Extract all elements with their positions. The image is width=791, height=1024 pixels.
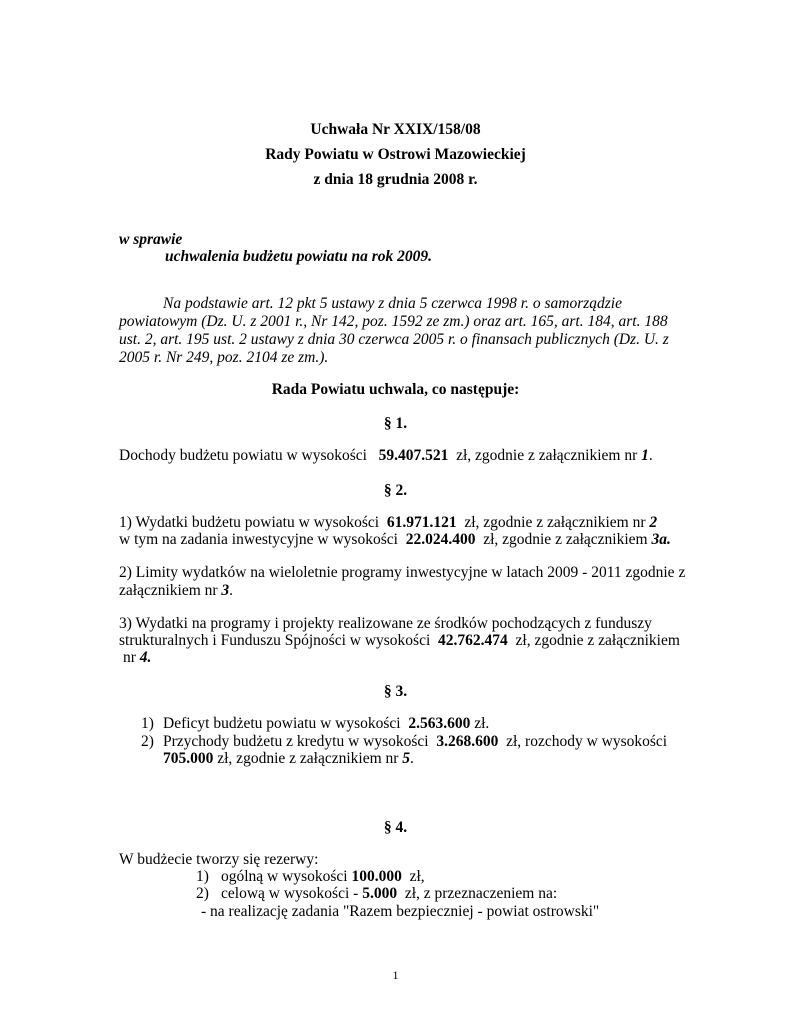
s2-p2-text: załącznikiem nr [119, 582, 218, 599]
s2-p3-annex: 4. [139, 649, 152, 666]
s2-p2-annex: 3 [221, 582, 230, 599]
section-3-heading: § 3. [383, 683, 408, 700]
s2-p1-l2-text-a: w tym na zadania inwestycyjne w wysokości [119, 531, 398, 548]
section-2-point-3-line-3 [123, 648, 151, 667]
s3-item2-l2-annex: 5 [402, 750, 411, 767]
s3-item2-l2-end: . [410, 750, 414, 767]
section-3-item-2-line-2 [163, 749, 414, 768]
s4-item2-text-a: celową w wysokości - [221, 885, 359, 902]
section-2-point-2-line-2 [119, 581, 233, 600]
s2-p3-nr: nr [123, 649, 136, 666]
section-1-text [119, 446, 653, 465]
s4-item1-amount: 100.000 [351, 868, 402, 885]
s4-item1-unit: zł, [409, 868, 425, 885]
s3-item1-amount: 2.563.600 [408, 715, 471, 732]
s3-item2-text-a: Przychody budżetu z kredytu w wysokości [163, 733, 429, 750]
s2-p1-l2-annex: 3a. [651, 531, 671, 548]
s4-item2-amount: 5.000 [362, 885, 398, 902]
s3-item1-text: Deficyt budżetu powiatu w wysokości [163, 715, 401, 732]
s1-text-b: zł, zgodnie z załącznikiem nr [456, 447, 638, 464]
section-1-heading: § 1. [383, 415, 408, 432]
council-name: Rady Powiatu w Ostrowi Mazowieckiej [265, 146, 526, 163]
section-2-heading: § 2. [383, 482, 408, 499]
section-3-item-1 [163, 714, 489, 733]
s3-item2-l2-amount: 705.000 [163, 750, 214, 767]
legal-basis-line-2: powiatowym (Dz. U. z 2001 r., Nr 142, poz. 1592 ze zm.) oraz art. 165, art. 184, art. 188 [119, 313, 668, 330]
resolution-date: z dnia 18 grudnia 2008 r. [313, 171, 478, 188]
s1-annex: 1 [641, 447, 649, 464]
s2-p1-text-a: 1) Wydatki budżetu powiatu w wysokości [119, 514, 380, 531]
section-4-item-2-number: 2) [196, 885, 209, 902]
subject-title: uchwalenia budżetu powiatu na rok 2009. [165, 248, 433, 265]
section-2-point-2-line-1: 2) Limity wydatków na wieloletnie programy inwestycyjne w latach 2009 - 2011 zgodnie z [119, 564, 686, 581]
s3-item2-text-b: zł, rozchody w wysokości [506, 733, 668, 750]
s4-item2-text-b: zł, z przeznaczeniem na: [404, 885, 558, 902]
section-4-intro: W budżecie tworzy się rezerwy: [119, 851, 319, 868]
s2-p1-text-b: zł, zgodnie z załącznikiem nr [464, 514, 646, 531]
subject-label: w sprawie [119, 231, 183, 248]
page-number: 1 [392, 968, 399, 982]
section-2-point-3-line-1: 3) Wydatki na programy i projekty realizowane ze środków pochodzących z funduszy [119, 615, 652, 632]
s2-p3-text-b: zł, zgodnie z załącznikiem [515, 632, 680, 649]
s2-p1-amount: 61.971.121 [386, 514, 457, 531]
s2-p1-annex: 2 [649, 514, 658, 531]
s3-item2-amount: 3.268.600 [436, 733, 499, 750]
section-2-point-1-line-2 [119, 530, 671, 549]
s1-text-a: Dochody budżetu powiatu w wysokości [119, 447, 367, 464]
legal-basis-line-1: Na podstawie art. 12 pkt 5 ustawy z dnia 5 czerwca 1998 r. o samorządzie [163, 295, 622, 312]
s2-p3-text-a: strukturalnych i Funduszu Spójności w wysokości [119, 632, 431, 649]
s3-item2-l2-text: zł, zgodnie z załącznikiem nr [217, 750, 399, 767]
legal-basis-line-3: ust. 2, art. 195 ust. 2 ustawy z dnia 30 czerwca 2005 r. o finansach publicznych (Dz. U. z [119, 331, 669, 348]
s2-p1-l2-amount: 22.024.400 [405, 531, 476, 548]
s1-amount: 59.407.521 [378, 447, 449, 464]
s3-item1-unit: zł. [474, 715, 490, 732]
section-4-item-2-sub: - na realizację zadania "Razem bezpieczniej - powiat ostrowski" [201, 903, 600, 920]
resolution-number: Uchwała Nr XXIX/158/08 [310, 121, 481, 138]
section-3-item-2-number: 2) [141, 733, 154, 750]
section-4-item-1-number: 1) [196, 868, 209, 885]
section-4-item-2 [221, 884, 557, 903]
s1-end: . [648, 447, 653, 464]
legal-basis-line-4: 2005 r. Nr 249, poz. 2104 ze zm.). [119, 349, 329, 366]
s2-p3-amount: 42.762.474 [438, 632, 508, 649]
resolution-heading: Rada Powiatu uchwala, co następuje: [271, 381, 520, 398]
section-2-point-3-line-2 [119, 631, 680, 650]
section-3-item-1-number: 1) [141, 715, 154, 732]
s4-item1-text: ogólną w wysokości [221, 868, 348, 885]
section-4-heading: § 4. [383, 819, 408, 836]
s2-p2-end: . [229, 582, 234, 599]
s2-p1-l2-text-b: zł, zgodnie z załącznikiem [483, 531, 648, 548]
